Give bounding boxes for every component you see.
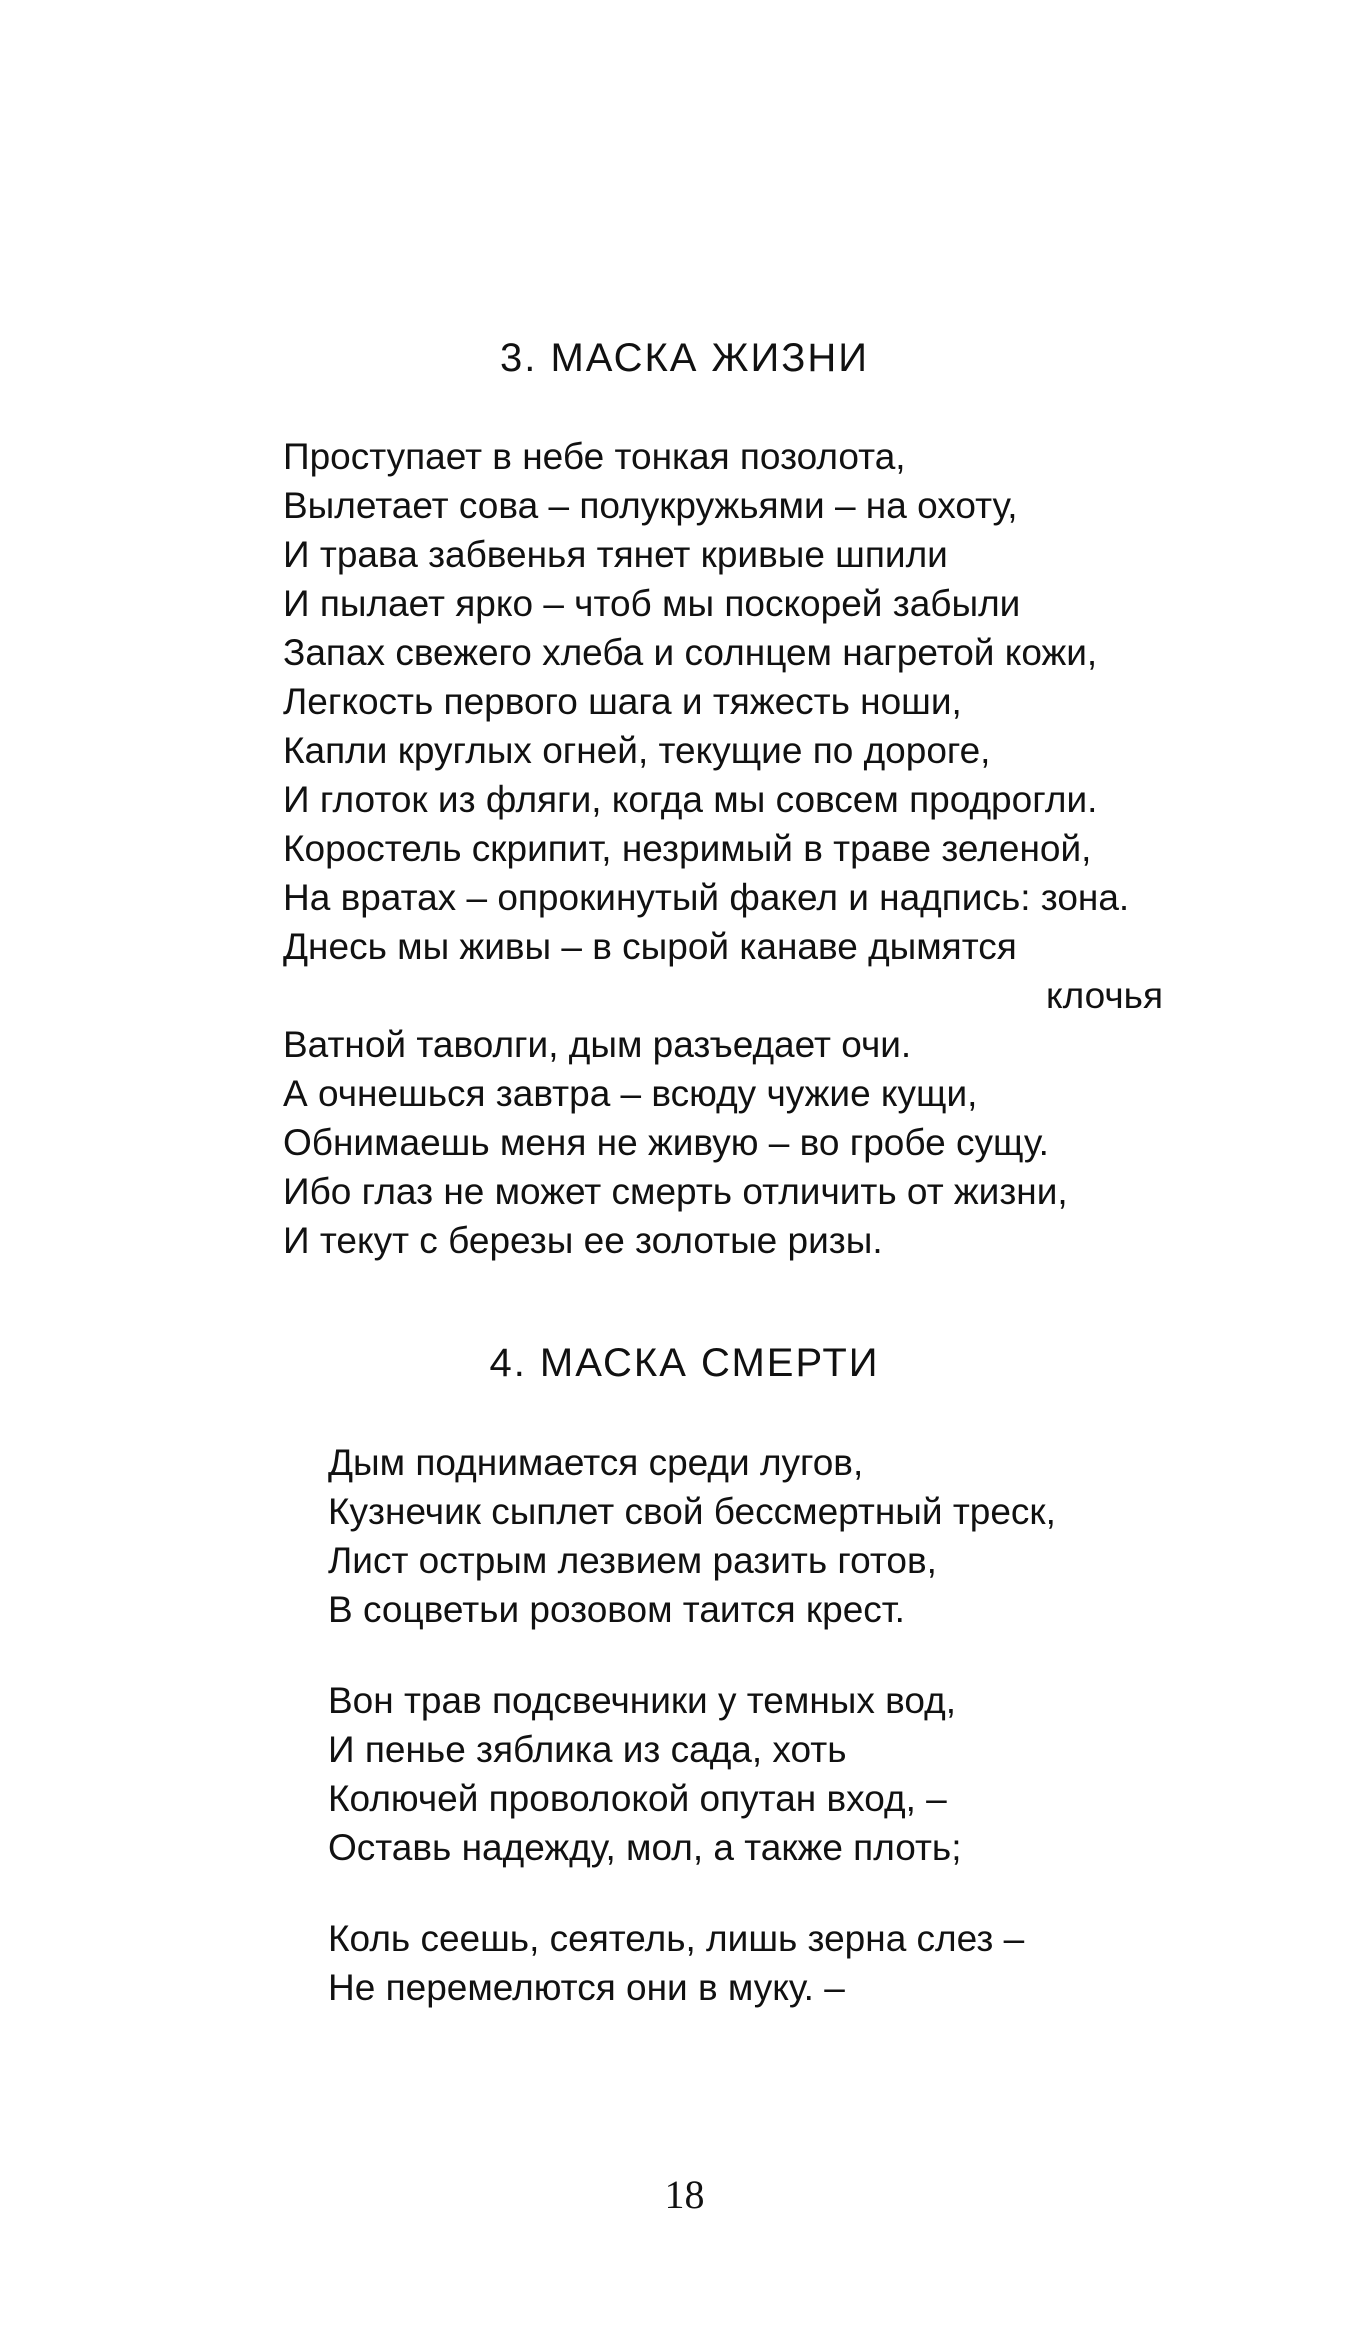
poem-line: Обнимаешь меня не живую – во гробе сущу. — [283, 1122, 1049, 1163]
poem-mask-of-life — [283, 432, 1163, 1265]
poem-line: Коль сеешь, сеятель, лишь зерна слез – — [328, 1918, 1025, 1959]
poem-line: Оставь надежду, мол, а также плоть; — [328, 1827, 962, 1868]
poem-line: Ибо глаз не может смерть отличить от жизни, — [283, 1171, 1068, 1212]
stanza — [328, 1676, 1168, 1872]
page-number: 18 — [664, 2172, 705, 2217]
poem-title-mask-of-life: 3. МАСКА ЖИЗНИ — [499, 336, 870, 380]
stanza — [328, 1914, 1168, 2012]
poem-line: А очнешься завтра – всюду чужие кущи, — [283, 1073, 978, 1114]
poem-line: Легкость первого шага и тяжесть ноши, — [283, 681, 962, 722]
poem-line: И трава забвенья тянет кривые шпили — [283, 534, 948, 575]
poem-line: Ватной таволги, дым разъедает очи. — [283, 1024, 912, 1065]
poem-line: Запах свежего хлеба и солнцем нагретой кожи, — [283, 632, 1098, 673]
poem-line: Днесь мы живы – в сырой канаве дымятся — [283, 926, 1017, 967]
poem-line: Колючей проволокой опутан вход, – — [328, 1778, 947, 1819]
poem-line: Дым поднимается среди лугов, — [328, 1442, 864, 1483]
stanza — [328, 1438, 1168, 1634]
poem-line-runover: клочья — [1046, 975, 1163, 1016]
poem-line: И пенье зяблика из сада, хоть — [328, 1729, 847, 1770]
poem-line: Вылетает сова – полукружьями – на охоту, — [283, 485, 1018, 526]
poem-line: Вон трав подсвечники у темных вод, — [328, 1680, 957, 1721]
poem-mask-of-death — [328, 1438, 1168, 2012]
poem-line: Проступает в небе тонкая позолота, — [283, 436, 906, 477]
poem-line: Лист острым лезвием разить готов, — [328, 1540, 937, 1581]
poem-title-mask-of-death: 4. МАСКА СМЕРТИ — [489, 1341, 880, 1385]
poem-line: И текут с березы ее золотые ризы. — [283, 1220, 883, 1261]
poem-line: Не перемелются они в муку. – — [328, 1967, 845, 2008]
poem-line: Капли круглых огней, текущие по дороге, — [283, 730, 991, 771]
poem-line: В соцветьи розовом таится крест. — [328, 1589, 905, 1630]
poem-line: И глоток из фляги, когда мы совсем продрогли. — [283, 779, 1098, 820]
poem-line: Кузнечик сыплет свой бессмертный треск, — [328, 1491, 1056, 1532]
poem-line: На вратах – опрокинутый факел и надпись: зона. — [283, 877, 1130, 918]
poem-line: И пылает ярко – чтоб мы поскорей забыли — [283, 583, 1021, 624]
poem-line: Коростель скрипит, незримый в траве зеленой, — [283, 828, 1092, 869]
